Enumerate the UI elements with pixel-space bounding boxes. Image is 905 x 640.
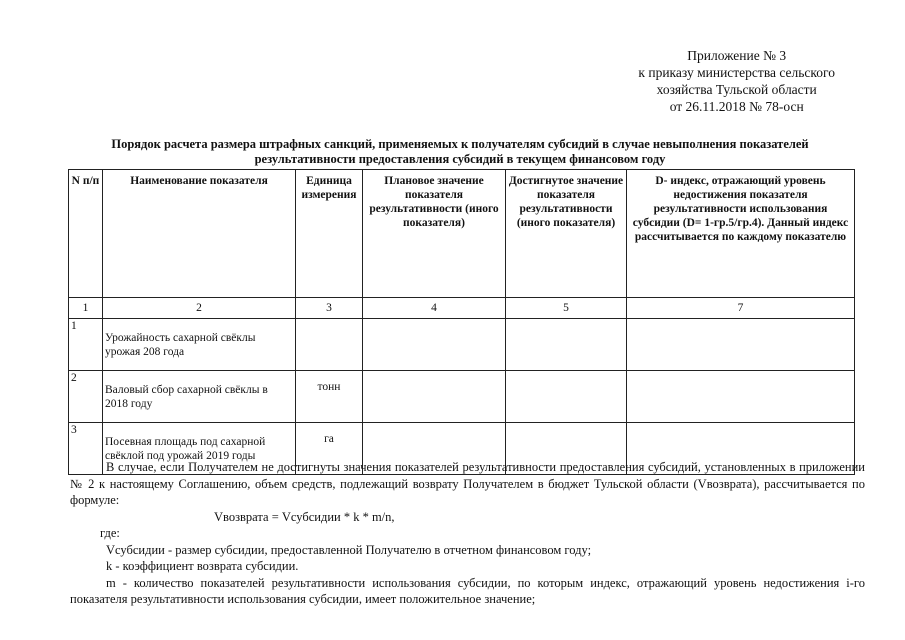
- column-number: 7: [627, 298, 855, 319]
- row-planned-value: [363, 319, 506, 371]
- row-unit: тонн: [296, 371, 363, 423]
- header-unit: Единица измерения: [296, 170, 363, 298]
- formula: Vвозврата = Vсубсидии * k * m/n,: [214, 509, 395, 524]
- header-d-index: D- индекс, отражающий уровень недостижения показателя результативности использования субсидии (D= 1-гр.5/гр.4). Данный индекс рассчитывается по каждому показателю: [627, 170, 855, 298]
- definition-k: k - коэффициент возврата субсидии.: [106, 559, 299, 573]
- appendix-header: [638, 47, 835, 115]
- column-number: 5: [506, 298, 627, 319]
- row-unit: га: [296, 423, 363, 475]
- row-d-index: [627, 371, 855, 423]
- appendix-line-4: от 26.11.2018 № 78-осн: [669, 99, 804, 114]
- row-number: 1: [69, 319, 103, 371]
- header-achieved-value: Достигнутое значение показателя результативности (иного показателя): [506, 170, 627, 298]
- appendix-line-2: к приказу министерства сельского: [638, 65, 835, 80]
- column-number-row: [69, 298, 855, 319]
- column-number: 3: [296, 298, 363, 319]
- row-unit: [296, 319, 363, 371]
- row-d-index: [627, 319, 855, 371]
- row-indicator-name: Урожайность сахарной свёклы урожая 208 года: [103, 319, 296, 371]
- column-number: 4: [363, 298, 506, 319]
- definition-subsidy: Vсубсидии - размер субсидии, предоставленной Получателю в отчетном финансовом году;: [106, 542, 592, 557]
- header-indicator-name: Наименование показателя: [103, 170, 296, 298]
- definition-m: m - количество показателей результативности использования субсидии, по которым индекс, отражающий уровень недостижения i-го показателя результативности использования субсидии, имеет положительное значение;: [70, 575, 865, 606]
- table-row: [69, 319, 855, 371]
- row-planned-value: [363, 371, 506, 423]
- column-number: 1: [69, 298, 103, 319]
- row-indicator-name: Посевная площадь под сахарной свёклой под урожай 2019 годы: [103, 423, 296, 475]
- body-text: [70, 459, 865, 608]
- formula-where: где:: [100, 526, 120, 540]
- row-achieved-value: [506, 319, 627, 371]
- row-indicator-name: Валовый сбор сахарной свёклы в 2018 году: [103, 371, 296, 423]
- header-number: N п/п: [69, 170, 103, 298]
- header-planned-value: Плановое значение показателя результативности (иного показателя): [363, 170, 506, 298]
- penalty-table: [68, 169, 855, 475]
- paragraph-intro: В случае, если Получателем не достигнуты значения показателей результативности предоставления субсидий, установленных в приложении № 2 к настоящему Соглашению, объем средств, подлежащий возврату Получателем в бюджет Тульской области (Vвозврата), рассчитывается по формуле:: [70, 460, 865, 507]
- row-number: 3: [69, 423, 103, 475]
- column-number: 2: [103, 298, 296, 319]
- document-title: Порядок расчета размера штрафных санкций, применяемых к получателям субсидий в случае невыполнения показателей результативности предоставления субсидий в текущем финансовом году: [111, 137, 809, 166]
- appendix-line-3: хозяйства Тульской области: [656, 82, 817, 97]
- appendix-line-1: Приложение № 3: [687, 48, 787, 63]
- table-header-row: [69, 170, 855, 298]
- table-row: [69, 371, 855, 423]
- row-achieved-value: [506, 371, 627, 423]
- row-number: 2: [69, 371, 103, 423]
